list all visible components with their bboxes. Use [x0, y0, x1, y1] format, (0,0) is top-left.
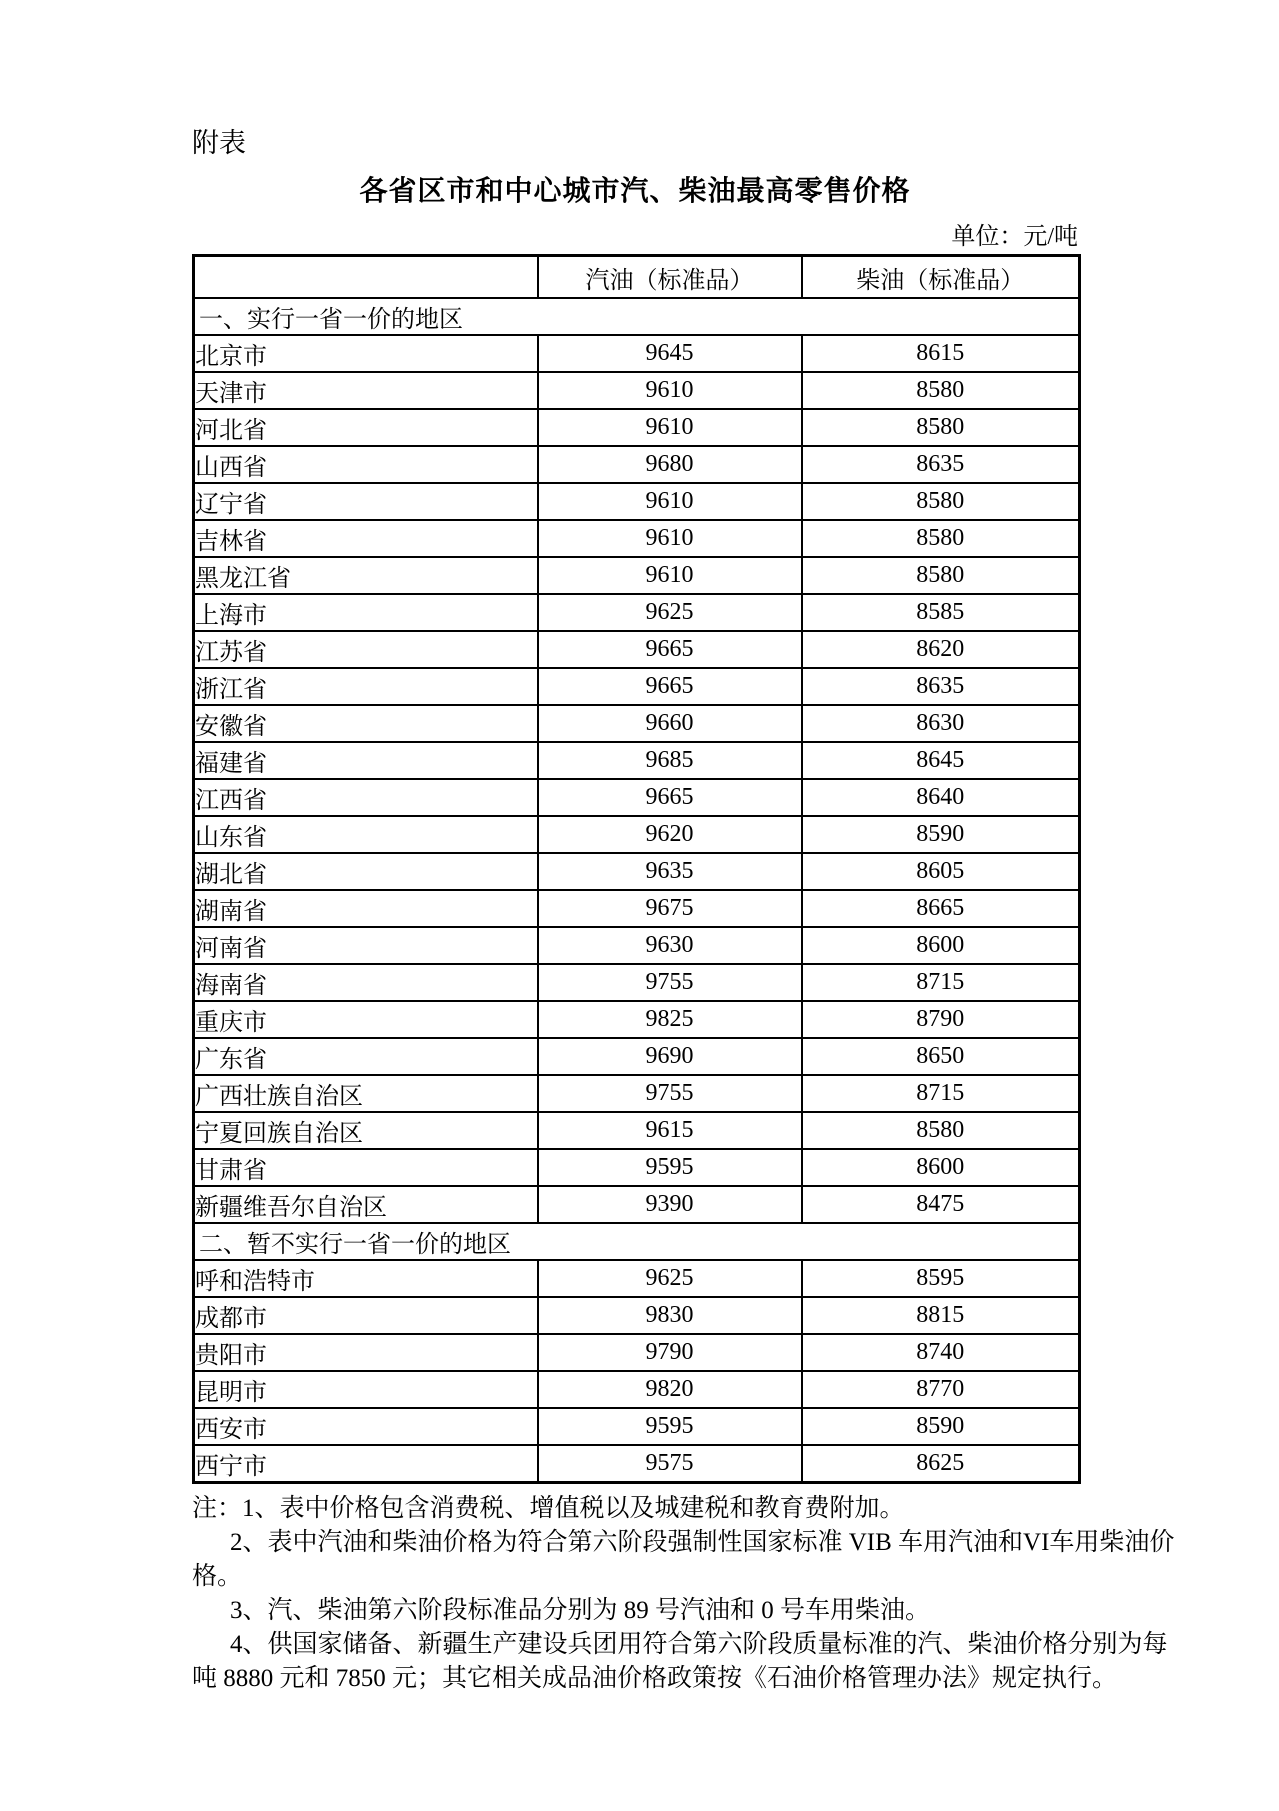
diesel-price-cell: 8635: [802, 668, 1080, 705]
region-cell: 贵阳市: [194, 1334, 538, 1371]
notes: [192, 1492, 1175, 1696]
region-cell: 吉林省: [194, 520, 538, 557]
header-region-cell: [194, 256, 538, 299]
diesel-price-cell: 8715: [802, 1075, 1080, 1112]
region-cell: 昆明市: [194, 1371, 538, 1408]
region-cell: 湖南省: [194, 890, 538, 927]
note-line: 2、表中汽油和柴油价格为符合第六阶段强制性国家标准 VIB 车用汽油和VI车用柴油价: [230, 1529, 1175, 1556]
price-table: [192, 254, 1081, 1484]
section-header-row: [194, 298, 1080, 335]
note-line: 3、汽、柴油第六阶段标准品分别为 89 号汽油和 0 号车用柴油。: [230, 1597, 931, 1624]
table-row: [194, 335, 1080, 372]
table-row: [194, 409, 1080, 446]
gasoline-price-cell: 9680: [538, 446, 802, 483]
table-row: [194, 890, 1080, 927]
table-row: [194, 631, 1080, 668]
gasoline-price-cell: 9575: [538, 1445, 802, 1483]
diesel-price-cell: 8580: [802, 409, 1080, 446]
header-gasoline-cell: 汽油（标准品）: [538, 256, 802, 299]
gasoline-price-cell: 9645: [538, 335, 802, 372]
gasoline-price-cell: 9620: [538, 816, 802, 853]
gasoline-price-cell: 9625: [538, 594, 802, 631]
gasoline-price-cell: 9690: [538, 1038, 802, 1075]
gasoline-price-cell: 9615: [538, 1112, 802, 1149]
diesel-price-cell: 8590: [802, 1408, 1080, 1445]
gasoline-price-cell: 9390: [538, 1186, 802, 1223]
table-row: [194, 742, 1080, 779]
region-cell: 河北省: [194, 409, 538, 446]
diesel-price-cell: 8665: [802, 890, 1080, 927]
region-cell: 浙江省: [194, 668, 538, 705]
region-cell: 甘肃省: [194, 1149, 538, 1186]
region-cell: 河南省: [194, 927, 538, 964]
table-row: [194, 1260, 1080, 1297]
gasoline-price-cell: 9755: [538, 1075, 802, 1112]
region-cell: 广东省: [194, 1038, 538, 1075]
table-row: [194, 779, 1080, 816]
table-row: [194, 1001, 1080, 1038]
gasoline-price-cell: 9825: [538, 1001, 802, 1038]
note-line: 格。: [192, 1563, 243, 1590]
region-cell: 江苏省: [194, 631, 538, 668]
gasoline-price-cell: 9610: [538, 520, 802, 557]
table-row: [194, 372, 1080, 409]
table-row: [194, 964, 1080, 1001]
gasoline-price-cell: 9665: [538, 779, 802, 816]
region-cell: 西宁市: [194, 1445, 538, 1483]
table-row: [194, 705, 1080, 742]
region-cell: 上海市: [194, 594, 538, 631]
diesel-price-cell: 8585: [802, 594, 1080, 631]
diesel-price-cell: 8580: [802, 483, 1080, 520]
table-row: [194, 668, 1080, 705]
table-row: [194, 1149, 1080, 1186]
gasoline-price-cell: 9660: [538, 705, 802, 742]
note-line: 注：1、表中价格包含消费税、增值税以及城建税和教育费附加。: [192, 1495, 905, 1522]
gasoline-price-cell: 9755: [538, 964, 802, 1001]
diesel-price-cell: 8815: [802, 1297, 1080, 1334]
table-row: [194, 1112, 1080, 1149]
diesel-price-cell: 8640: [802, 779, 1080, 816]
diesel-price-cell: 8770: [802, 1371, 1080, 1408]
gasoline-price-cell: 9665: [538, 631, 802, 668]
region-cell: 新疆维吾尔自治区: [194, 1186, 538, 1223]
table-row: [194, 483, 1080, 520]
table-row: [194, 1445, 1080, 1483]
table-row: [194, 927, 1080, 964]
diesel-price-cell: 8600: [802, 927, 1080, 964]
diesel-price-cell: 8595: [802, 1260, 1080, 1297]
table-row: [194, 1075, 1080, 1112]
diesel-price-cell: 8650: [802, 1038, 1080, 1075]
diesel-price-cell: 8580: [802, 520, 1080, 557]
region-cell: 安徽省: [194, 705, 538, 742]
table-row: [194, 594, 1080, 631]
gasoline-price-cell: 9630: [538, 927, 802, 964]
region-cell: 山西省: [194, 446, 538, 483]
diesel-price-cell: 8790: [802, 1001, 1080, 1038]
region-cell: 广西壮族自治区: [194, 1075, 538, 1112]
region-cell: 黑龙江省: [194, 557, 538, 594]
table-row: [194, 1186, 1080, 1223]
region-cell: 天津市: [194, 372, 538, 409]
gasoline-price-cell: 9830: [538, 1297, 802, 1334]
gasoline-price-cell: 9610: [538, 372, 802, 409]
region-cell: 山东省: [194, 816, 538, 853]
gasoline-price-cell: 9820: [538, 1371, 802, 1408]
gasoline-price-cell: 9610: [538, 557, 802, 594]
section-header-cell: 一、实行一省一价的地区: [194, 298, 1080, 335]
table-row: [194, 1334, 1080, 1371]
table-row: [194, 853, 1080, 890]
table-row: [194, 1408, 1080, 1445]
diesel-price-cell: 8590: [802, 816, 1080, 853]
diesel-price-cell: 8630: [802, 705, 1080, 742]
table-row: [194, 557, 1080, 594]
gasoline-price-cell: 9610: [538, 483, 802, 520]
region-cell: 重庆市: [194, 1001, 538, 1038]
diesel-price-cell: 8625: [802, 1445, 1080, 1483]
appendix-label: 附表: [192, 128, 246, 158]
table-row: [194, 1038, 1080, 1075]
gasoline-price-cell: 9685: [538, 742, 802, 779]
table-row: [194, 1371, 1080, 1408]
region-cell: 辽宁省: [194, 483, 538, 520]
diesel-price-cell: 8740: [802, 1334, 1080, 1371]
diesel-price-cell: 8615: [802, 335, 1080, 372]
gasoline-price-cell: 9595: [538, 1149, 802, 1186]
table-row: [194, 446, 1080, 483]
gasoline-price-cell: 9790: [538, 1334, 802, 1371]
section-header-row: [194, 1223, 1080, 1260]
table-row: [194, 816, 1080, 853]
region-cell: 海南省: [194, 964, 538, 1001]
region-cell: 北京市: [194, 335, 538, 372]
gasoline-price-cell: 9635: [538, 853, 802, 890]
diesel-price-cell: 8600: [802, 1149, 1080, 1186]
region-cell: 西安市: [194, 1408, 538, 1445]
region-cell: 湖北省: [194, 853, 538, 890]
gasoline-price-cell: 9625: [538, 1260, 802, 1297]
section-header-cell: 二、暂不实行一省一价的地区: [194, 1223, 1080, 1260]
gasoline-price-cell: 9610: [538, 409, 802, 446]
region-cell: 江西省: [194, 779, 538, 816]
diesel-price-cell: 8580: [802, 1112, 1080, 1149]
diesel-price-cell: 8580: [802, 557, 1080, 594]
note-line: 4、供国家储备、新疆生产建设兵团用符合第六阶段质量标准的汽、柴油价格分别为每: [230, 1631, 1168, 1658]
region-cell: 宁夏回族自治区: [194, 1112, 538, 1149]
table-row: [194, 1297, 1080, 1334]
gasoline-price-cell: 9665: [538, 668, 802, 705]
region-cell: 福建省: [194, 742, 538, 779]
diesel-price-cell: 8605: [802, 853, 1080, 890]
note-line: 吨 8880 元和 7850 元；其它相关成品油价格政策按《石油价格管理办法》规定执行。: [192, 1665, 1118, 1692]
diesel-price-cell: 8635: [802, 446, 1080, 483]
gasoline-price-cell: 9595: [538, 1408, 802, 1445]
gasoline-price-cell: 9675: [538, 890, 802, 927]
diesel-price-cell: 8475: [802, 1186, 1080, 1223]
diesel-price-cell: 8620: [802, 631, 1080, 668]
region-cell: 成都市: [194, 1297, 538, 1334]
document-page: [192, 128, 1175, 1696]
diesel-price-cell: 8645: [802, 742, 1080, 779]
unit-label: 单位：元/吨: [951, 224, 1078, 250]
document-title: 各省区市和中心城市汽、柴油最高零售价格: [359, 176, 911, 207]
table-row: [194, 520, 1080, 557]
header-diesel-cell: 柴油（标准品）: [802, 256, 1080, 299]
region-cell: 呼和浩特市: [194, 1260, 538, 1297]
diesel-price-cell: 8715: [802, 964, 1080, 1001]
diesel-price-cell: 8580: [802, 372, 1080, 409]
table-header-row: [194, 256, 1080, 299]
